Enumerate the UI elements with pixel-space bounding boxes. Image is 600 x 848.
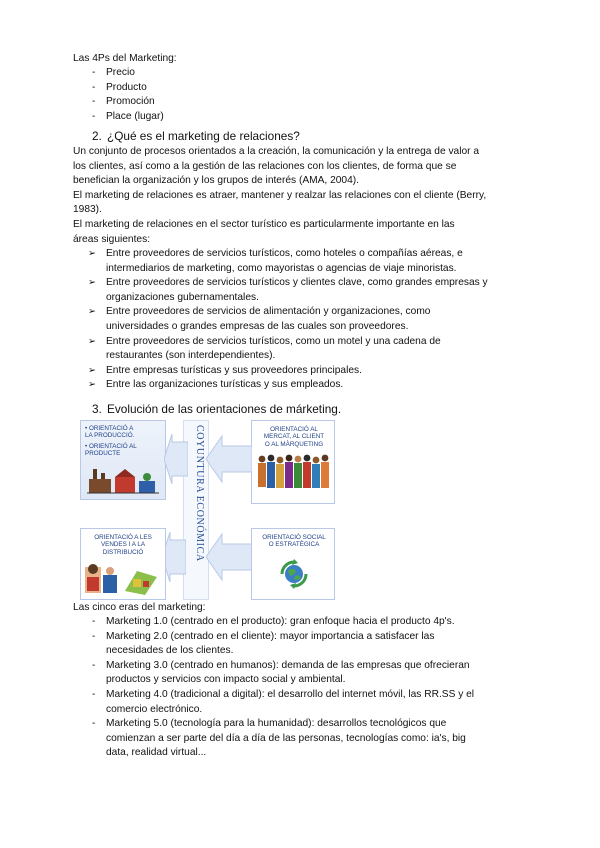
text-line: benefician la organización y los grupos de interés (AMA, 2004).: [73, 175, 359, 187]
list-item: ➢ Entre proveedores de servicios turísticos, como un motel y una cadena de restaurantes (son interdependientes).: [88, 335, 530, 364]
fourps-title: Las 4Ps del Marketing:: [73, 53, 177, 64]
box-label: ORIENTACIÓ SOCIAL O ESTRATÈGICA: [262, 534, 326, 549]
list-item: - Promoción: [92, 95, 532, 110]
tourism-areas-list: [88, 247, 530, 393]
section3-heading: [92, 402, 341, 417]
recycle-globe-icon: [279, 559, 309, 589]
eras-title: Las cinco eras del marketing:: [73, 602, 206, 613]
list-item: ➢ Entre proveedores de servicios de alimentación y organizaciones, como universidades o grandes empresas de las cuales son proveedores.: [88, 305, 530, 334]
arrow-left-icon: [206, 532, 252, 582]
list-item: - Marketing 5.0 (tecnología para la humanidad): desarrollos tecnológicos que comienzan a ser parte del día a día de las personas, tecnologías como: ia's, big data, realidad virtual...: [92, 717, 532, 761]
list-item: ➢ Entre las organizaciones turísticas y sus empleados.: [88, 378, 530, 393]
text-line: los clientes, así como a la gestión de las relaciones con los clientes, de forma que se: [73, 160, 457, 172]
section2-heading: [92, 129, 300, 144]
text-line: áreas siguientes:: [73, 233, 151, 245]
list-item: ➢ Entre proveedores de servicios turísticos y clientes clave, como grandes empresas y organizaciones gubernamentales.: [88, 276, 530, 305]
fourps-list: [92, 66, 532, 124]
text-line: 1983).: [73, 204, 102, 216]
list-item: - Place (lugar): [92, 110, 532, 125]
section-title: Evolución de las orientaciones de márketing.: [107, 402, 342, 416]
list-item: - Marketing 4.0 (tradicional a digital): el desarrollo del internet móvil, las RR.SS y el comercio electrónico.: [92, 688, 532, 717]
salesman-illustration-icon: [85, 561, 161, 595]
paragraph-definition-ama: [73, 145, 533, 247]
list-item: ➢ Entre empresas turísticas y sus proveedores principales.: [88, 364, 530, 379]
box-label: • ORIENTACIÓ A LA PRODUCCIÓ. • ORIENTACIÓ AL PRODUCTE: [85, 425, 137, 458]
people-crowd-icon: [256, 451, 332, 493]
eras-list: [92, 615, 532, 761]
arrow-left-icon: [206, 434, 252, 484]
arrow-left-icon: [164, 434, 188, 484]
list-item: - Marketing 1.0 (centrado en el producto): gran enfoque hacia el producto 4p's.: [92, 615, 532, 630]
section-number: 2.: [92, 129, 102, 143]
text-line: Un conjunto de procesos orientados a la creación, la comunicación y la entrega de valor a: [73, 146, 480, 157]
list-item: - Marketing 2.0 (centrado en el cliente): mayor importancia a satisfacer las necesidades de los clientes.: [92, 630, 532, 659]
list-item: ➢ Entre proveedores de servicios turísticos, como hoteles o compañías aéreas, e intermediarios de marketing, como mayoristas o agencias de viaje minoristas.: [88, 247, 530, 276]
vertical-label: COYUNTURA ECONÓMICA: [194, 425, 205, 562]
text-line: El marketing de relaciones es atraer, mantener y realzar las relaciones con el cliente (Berry,: [73, 189, 487, 201]
list-item: - Marketing 3.0 (centrado en humanos): demanda de las empresas que ofrecieran productos y servicios con impacto social y ambiental.: [92, 659, 532, 688]
list-item: - Producto: [92, 81, 532, 96]
orientations-diagram: [80, 420, 333, 598]
box-label: ORIENTACIÓ AL MERCAT, AL CLIENT O AL MÀRQUETING: [263, 426, 325, 448]
section-title: ¿Qué es el marketing de relaciones?: [107, 129, 300, 143]
box-production-orientation: [80, 420, 166, 500]
box-label: ORIENTACIÓ A LES VENDES I A LA DISTRIBUCIÓ: [94, 534, 152, 556]
box-social-orientation: [251, 528, 335, 600]
text-line: El marketing de relaciones en el sector turístico es particularmente importante en las: [73, 218, 455, 230]
box-market-orientation: [251, 420, 335, 504]
box-sales-orientation: [80, 528, 166, 600]
section-number: 3.: [92, 402, 102, 416]
list-item: - Precio: [92, 66, 532, 81]
factory-illustration-icon: [87, 465, 159, 495]
